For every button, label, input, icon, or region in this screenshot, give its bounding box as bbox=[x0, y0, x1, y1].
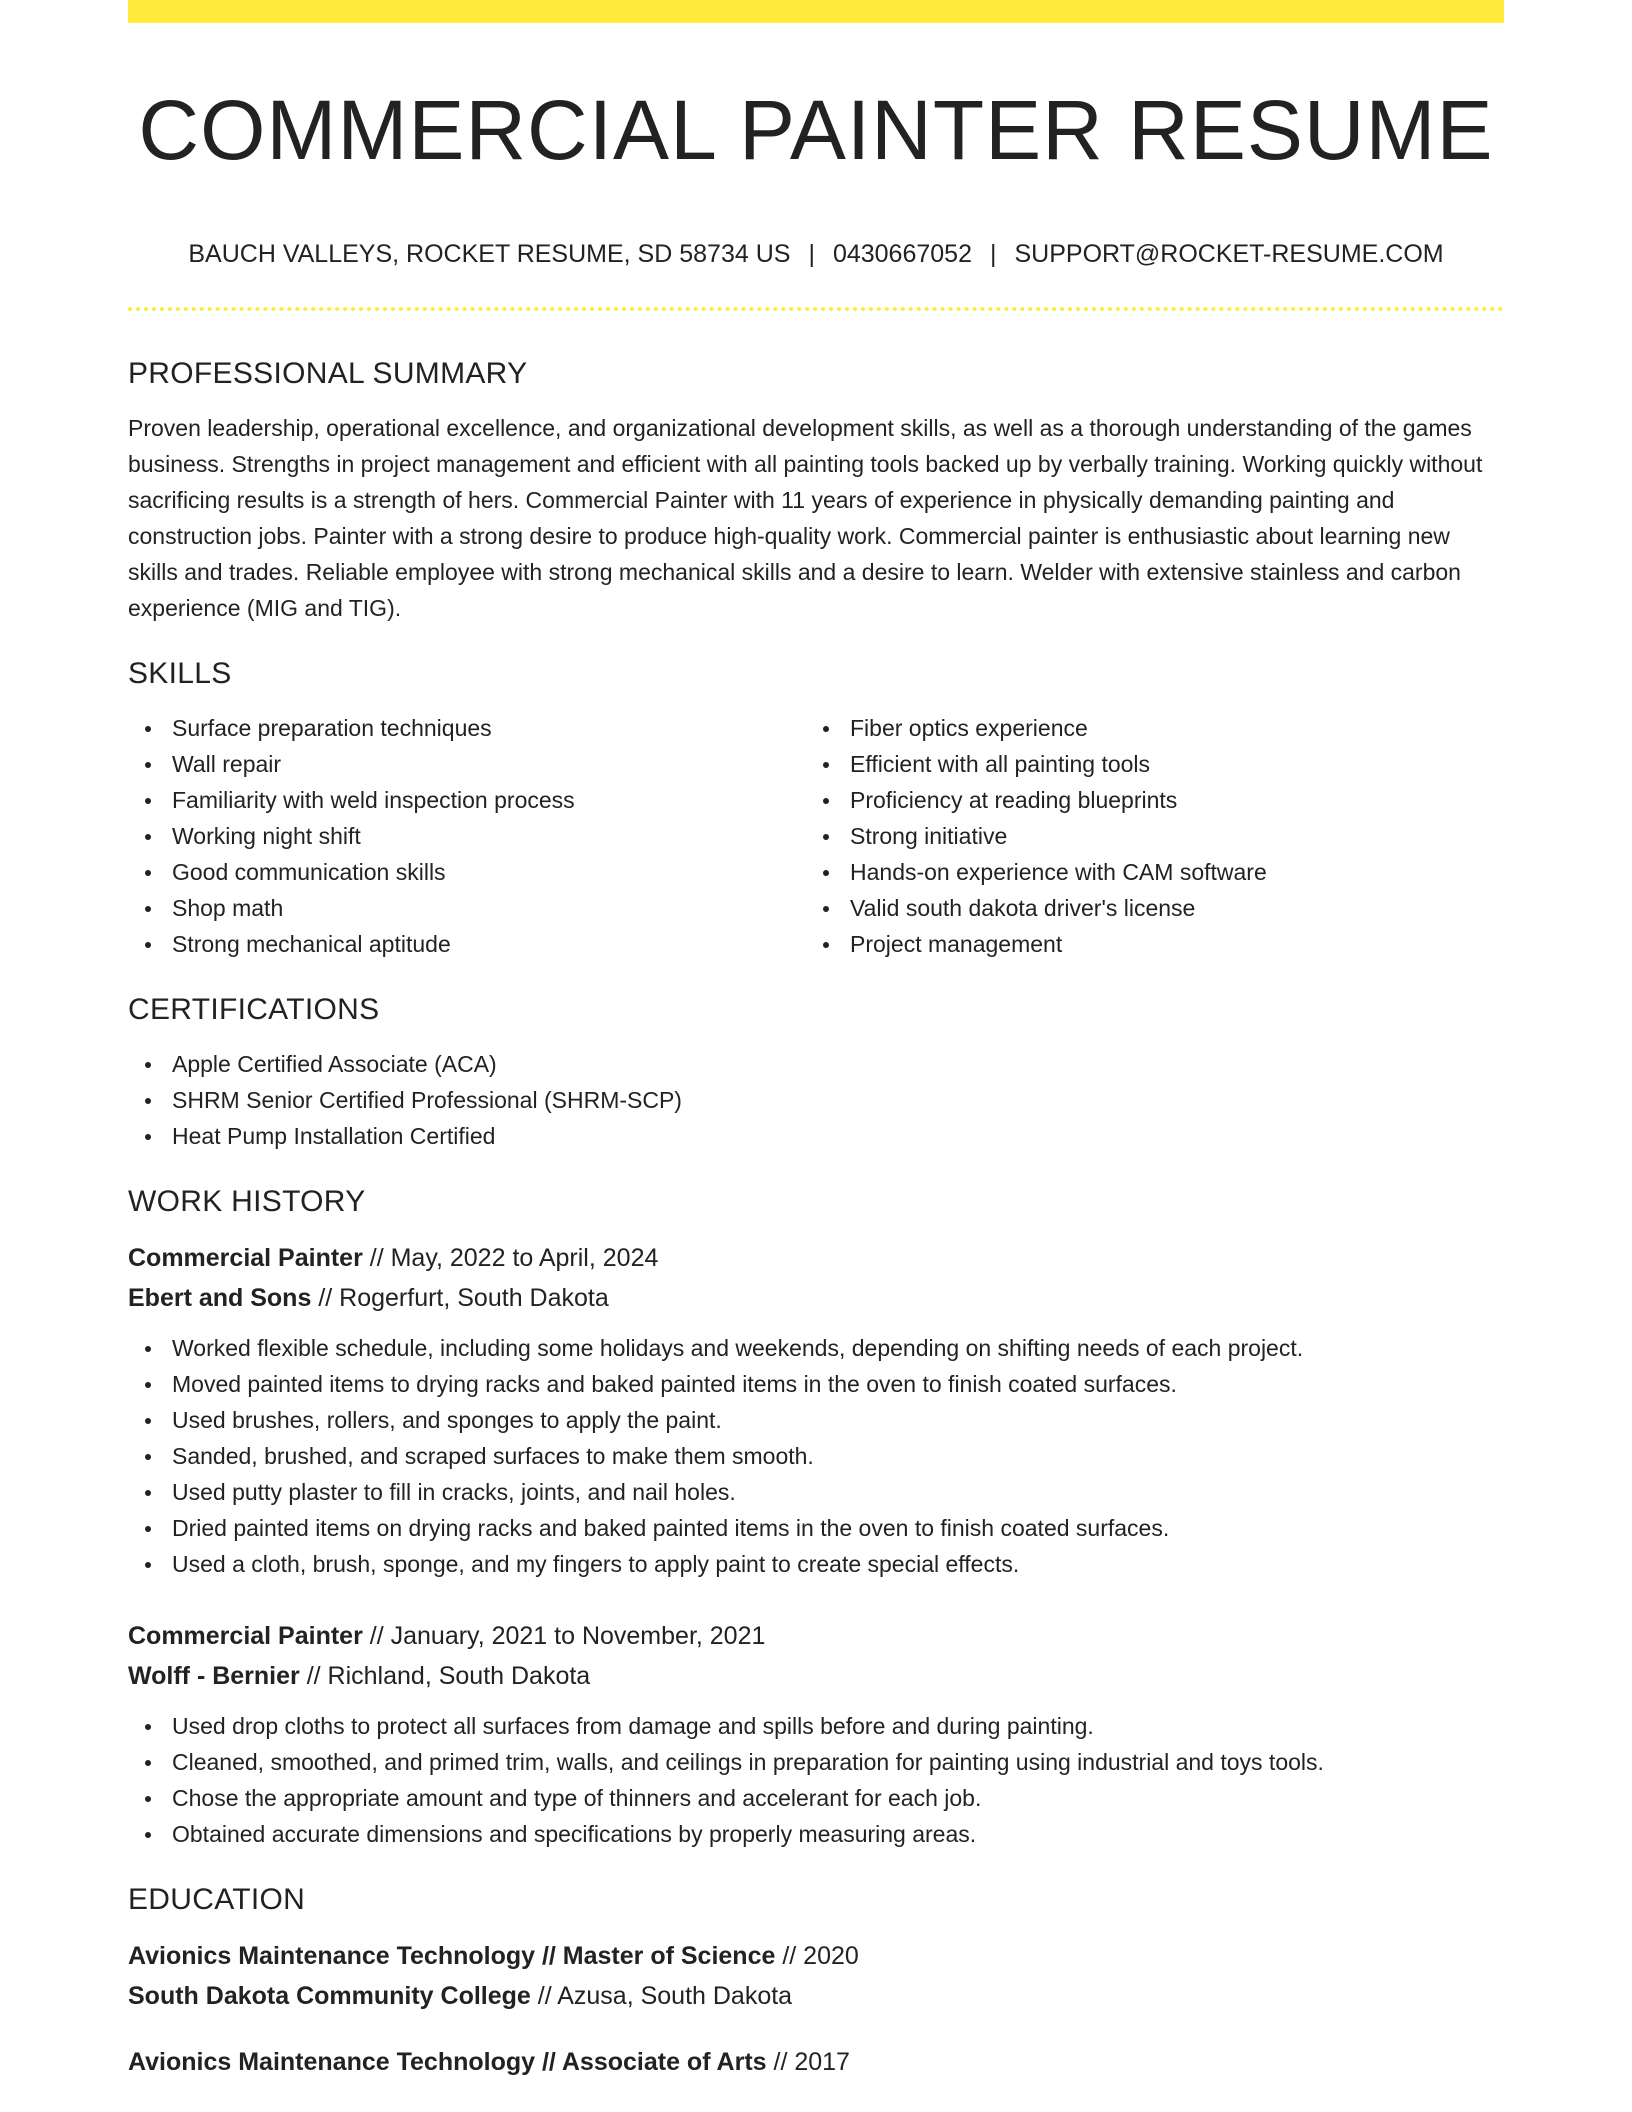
resume-body bbox=[128, 352, 1504, 2082]
certifications-section bbox=[128, 988, 1504, 1154]
contact-separator: | bbox=[808, 240, 815, 268]
job-company-line bbox=[128, 1278, 1504, 1318]
skill-item: Valid south dakota driver's license bbox=[806, 890, 1484, 926]
education-location: // Azusa, South Dakota bbox=[530, 1982, 793, 2010]
skills-list-left bbox=[128, 710, 806, 962]
job-duty-item: Used putty plaster to fill in cracks, joints, and nail holes. bbox=[128, 1474, 1504, 1510]
skill-item: Shop math bbox=[128, 890, 806, 926]
job-duty-item: Cleaned, smoothed, and primed trim, walls, and ceilings in preparation for painting using industrial and toys tools. bbox=[128, 1744, 1504, 1780]
job-duty-item: Sanded, brushed, and scraped surfaces to make them smooth. bbox=[128, 1438, 1504, 1474]
skill-item: Strong mechanical aptitude bbox=[128, 926, 806, 962]
education-year: // 2017 bbox=[766, 2048, 850, 2076]
skill-item: Wall repair bbox=[128, 746, 806, 782]
contact-address: BAUCH VALLEYS, ROCKET RESUME, SD 58734 US bbox=[188, 240, 791, 268]
job-duty-item: Moved painted items to drying racks and baked painted items in the oven to finish coated surfaces. bbox=[128, 1366, 1504, 1402]
skills-list-right bbox=[806, 710, 1484, 962]
job-title: Commercial Painter bbox=[128, 1244, 363, 1272]
education-heading: EDUCATION bbox=[128, 1883, 306, 1916]
summary-heading: PROFESSIONAL SUMMARY bbox=[128, 357, 528, 390]
education-section bbox=[128, 1878, 1504, 2082]
education-entry bbox=[128, 1936, 1504, 2016]
education-year: // 2020 bbox=[775, 1942, 859, 1970]
skill-item: Good communication skills bbox=[128, 854, 806, 890]
job-duty-item: Worked flexible schedule, including some holidays and weekends, depending on shifting needs of each project. bbox=[128, 1330, 1504, 1366]
certification-item: Heat Pump Installation Certified bbox=[128, 1118, 1504, 1154]
skill-item: Efficient with all painting tools bbox=[806, 746, 1484, 782]
dotted-divider bbox=[128, 307, 1504, 311]
certifications-heading: CERTIFICATIONS bbox=[128, 993, 380, 1026]
skill-item: Familiarity with weld inspection process bbox=[128, 782, 806, 818]
job-entry bbox=[128, 1238, 1504, 1582]
job-duties-list bbox=[128, 1330, 1504, 1582]
job-duties-list bbox=[128, 1708, 1504, 1852]
job-duty-item: Dried painted items on drying racks and baked painted items in the oven to finish coated surfaces. bbox=[128, 1510, 1504, 1546]
job-entry bbox=[128, 1616, 1504, 1852]
education-degree: Avionics Maintenance Technology // Associate of Arts bbox=[128, 2048, 767, 2076]
job-company-line bbox=[128, 1656, 1504, 1696]
job-dates: // May, 2022 to April, 2024 bbox=[362, 1244, 659, 1272]
skill-item: Strong initiative bbox=[806, 818, 1484, 854]
work-history-section bbox=[128, 1180, 1504, 1852]
job-dates: // January, 2021 to November, 2021 bbox=[362, 1622, 766, 1650]
education-degree: Avionics Maintenance Technology // Master of Science bbox=[128, 1942, 776, 1970]
education-school-line bbox=[128, 1976, 1504, 2016]
education-school: South Dakota Community College bbox=[128, 1982, 531, 2010]
skill-item: Fiber optics experience bbox=[806, 710, 1484, 746]
skill-item: Project management bbox=[806, 926, 1484, 962]
contact-phone: 0430667052 bbox=[832, 240, 972, 268]
job-company: Wolff - Bernier bbox=[128, 1662, 300, 1690]
contact-separator: | bbox=[989, 240, 997, 268]
skills-heading: SKILLS bbox=[128, 657, 232, 690]
job-duty-item: Used brushes, rollers, and sponges to apply the paint. bbox=[128, 1402, 1504, 1438]
work-history-heading: WORK HISTORY bbox=[128, 1185, 366, 1218]
education-degree-line bbox=[128, 1936, 1504, 1976]
accent-top-bar bbox=[128, 0, 1504, 23]
job-duty-item: Chose the appropriate amount and type of thinners and accelerant for each job. bbox=[128, 1780, 1504, 1816]
job-location: // Richland, South Dakota bbox=[299, 1662, 591, 1690]
job-duty-item: Obtained accurate dimensions and specifications by properly measuring areas. bbox=[128, 1816, 1504, 1852]
certification-item: Apple Certified Associate (ACA) bbox=[128, 1046, 1504, 1082]
contact-line bbox=[128, 236, 1504, 272]
skills-section bbox=[128, 652, 1504, 962]
skill-item: Working night shift bbox=[128, 818, 806, 854]
summary-section bbox=[128, 352, 1504, 626]
skill-item: Surface preparation techniques bbox=[128, 710, 806, 746]
certification-item: SHRM Senior Certified Professional (SHRM-SCP) bbox=[128, 1082, 1504, 1118]
contact-email: SUPPORT@ROCKET-RESUME.COM bbox=[1014, 240, 1444, 268]
job-location: // Rogerfurt, South Dakota bbox=[311, 1284, 609, 1312]
summary-text: Proven leadership, operational excellence, and organizational development skills, as well as a thorough understanding of the games business. Strengths in project management and efficient with all painting tools backed up by verbally training. Working quickly without sacrificing results is a strength of hers. Commercial Painter with 11 years of experience in physically demanding painting and construction jobs. Painter with a strong desire to produce high-quality work. Commercial painter is enthusiastic about learning new skills and trades. Reliable employee with strong mechanical skills and a desire to learn. Welder with extensive stainless and carbon experience (MIG and TIG). bbox=[128, 415, 1483, 621]
job-title: Commercial Painter bbox=[128, 1622, 363, 1650]
certifications-list bbox=[128, 1046, 1504, 1154]
job-duty-item: Used drop cloths to protect all surfaces from damage and spills before and during painting. bbox=[128, 1708, 1504, 1744]
education-entry bbox=[128, 2042, 1504, 2082]
job-duty-item: Used a cloth, brush, sponge, and my fingers to apply paint to create special effects. bbox=[128, 1546, 1504, 1582]
job-title-line bbox=[128, 1238, 1504, 1278]
education-degree-line bbox=[128, 2042, 1504, 2082]
skill-item: Hands-on experience with CAM software bbox=[806, 854, 1484, 890]
resume-title: COMMERCIAL PAINTER RESUME bbox=[138, 83, 1494, 177]
skills-grid bbox=[128, 710, 1504, 962]
job-title-line bbox=[128, 1616, 1504, 1656]
job-company: Ebert and Sons bbox=[128, 1284, 312, 1312]
skill-item: Proficiency at reading blueprints bbox=[806, 782, 1484, 818]
